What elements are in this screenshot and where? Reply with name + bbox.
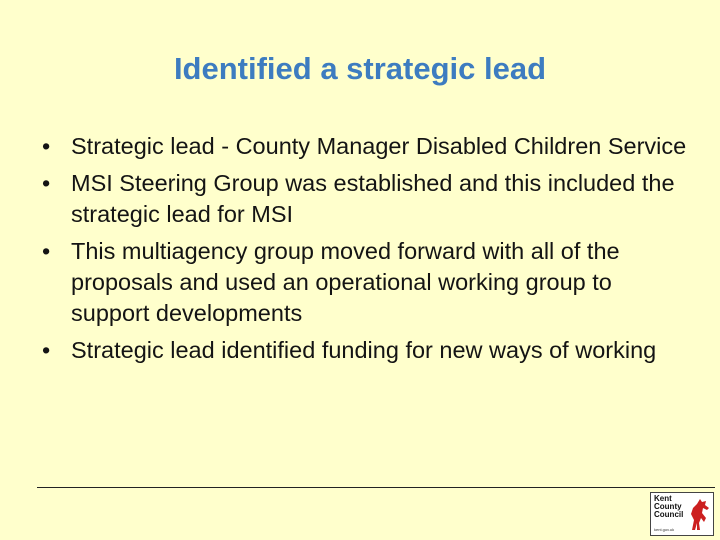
bullet-dot: • (42, 238, 51, 264)
logo-url: kent.gov.uk (654, 527, 675, 532)
slide-title: Identified a strategic lead (173, 51, 547, 86)
footer-divider (37, 487, 715, 488)
bullet-text: Strategic lead - County Manager Disabled Children Service (71, 133, 687, 159)
bullet-item (40, 236, 690, 329)
kent-county-council-logo (650, 492, 714, 536)
invicta-horse-icon (688, 496, 712, 532)
bullet-text: MSI Steering Group was established and this included the strategic lead for MSI (71, 170, 675, 227)
bullet-dot: • (42, 170, 51, 196)
bullet-text: This multiagency group moved forward with all of the proposals and used an operational working group to support developments (71, 238, 620, 326)
bullet-list (40, 131, 690, 372)
bullet-item (40, 131, 690, 162)
bullet-text: Strategic lead identified funding for new ways of working (71, 337, 657, 363)
bullet-item (40, 168, 690, 230)
bullet-dot: • (42, 133, 51, 159)
bullet-dot: • (42, 337, 51, 363)
logo-wordmark: Kent County Council (654, 494, 684, 519)
bullet-item (40, 335, 690, 366)
